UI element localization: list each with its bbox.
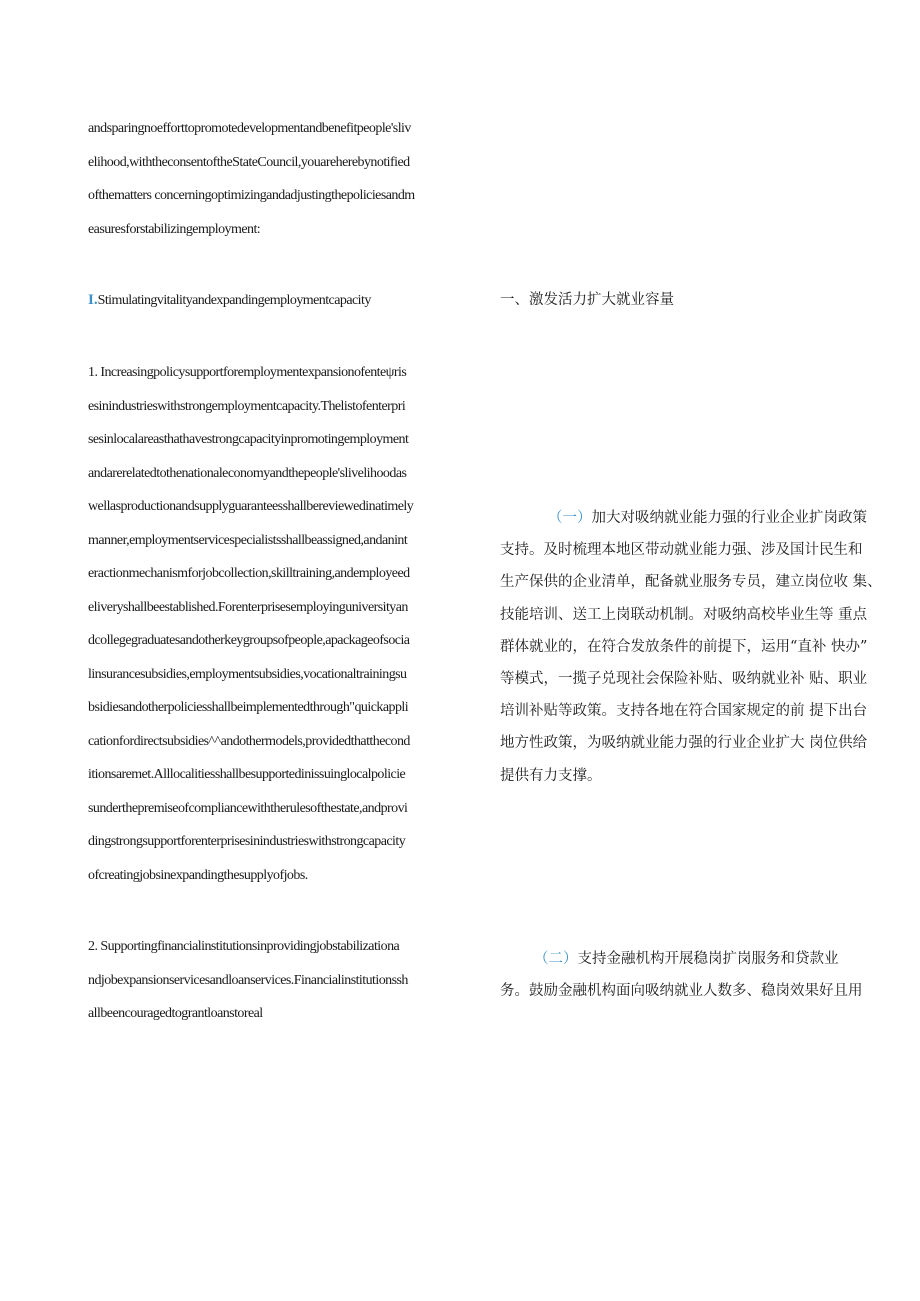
section-1-roman-numeral: I. xyxy=(88,292,98,308)
item-1-en-line: eliveryshallbeestablished.Forenterprisesemployinguniversityan xyxy=(88,599,408,615)
item-1-en-line: wellasproductionandsupplyguaranteesshallbereviewedinatimely xyxy=(88,499,414,514)
item-2-en-line: 2. Supportingfinancialinstitutionsinprovidingjobstabilizationa xyxy=(88,939,400,954)
intro-line: elihood,withtheconsentoftheStateCouncil,youareherebynotified xyxy=(88,154,410,170)
item-1-en-line: esinindustrieswithstrongemploymentcapacity.Thelistofenterpri xyxy=(88,398,406,414)
item-1-en-line: ofcreatingjobsinexpandingthesupplyofjobs. xyxy=(88,867,308,883)
intro-paragraph xyxy=(88,112,483,246)
item-1-zh-line: 支持。及时梳理本地区带动就业能力强、涉及国计民生和 xyxy=(500,542,863,559)
item-1-en-line: cationfordirectsubsidies^^andothermodels,providedthatthecond xyxy=(88,733,410,749)
item-1-en-line: andarerelatedtothenationaleconomyandthepeople'slivelihoodas xyxy=(88,465,407,481)
item-1-en-line: dcollegegraduatesandotherkeygroupsofpeople,apackageofsocia xyxy=(88,633,410,648)
item-1-zh-line: 技能培训、送工上岗联动机制。对吸纳高校毕业生等 重点 xyxy=(500,606,868,623)
item-2-en-line: allbeencouragedtograntloanstoreal xyxy=(88,1006,263,1021)
item-2-zh-number: （二） xyxy=(534,951,578,967)
item-1-en-line: bsidiesandotherpoliciesshallbeimplementedthrough"quickappli xyxy=(88,700,409,715)
item-2-zh-line: 务。鼓励金融机构面向吸纳就业人数多、稳岗效果好且用 xyxy=(500,983,863,1000)
item-1-zh-line: 培训补贴等政策。支持各地在符合国家规定的前 提下出台 xyxy=(500,703,868,720)
item-1-zh-first-line xyxy=(500,502,895,534)
item-1-en-line: linsurancesubsidies,employmentsubsidies,vocationaltrainingsu xyxy=(88,666,407,682)
item-1-en-line: eractionmechanismforjobcollection,skilltraining,andemployeed xyxy=(88,566,410,581)
item-1-zh-line: 群体就业的，在符合发放条件的前提下，运用“直补 快办” xyxy=(500,638,868,655)
item-1-en-line: dingstrongsupportforenterprisesinindustrieswithstrongcapacity xyxy=(88,834,406,849)
section-1-title-en: Stimulatingvitalityandexpandingemploymentcapacity xyxy=(97,293,371,308)
item-2-zh-first-line xyxy=(500,943,895,975)
item-1-zh-line: 提供有力支撑。 xyxy=(500,767,602,784)
item-2-paragraph-zh xyxy=(500,943,895,1007)
item-1-en-line: sesinlocalareasthathavestrongcapacityinpromotingemployment xyxy=(88,432,409,447)
item-1-en-line: sunderthepremiseofcompliancewiththerulesofthestate,andprovi xyxy=(88,800,408,816)
item-1-en-line: itionsaremet.Alllocalitiesshallbesupportedinissuinglocalpolicie xyxy=(88,767,406,782)
intro-line: ofthematters concerningoptimizingandadjustingthepoliciesandm xyxy=(88,188,415,203)
intro-line: easuresforstabilizingemployment: xyxy=(88,221,261,237)
item-1-zh-first-text: 加大对吸纳就业能力强的行业企业扩岗政策 xyxy=(591,510,867,526)
item-2-zh-first-text: 支持金融机构开展稳岗扩岗服务和贷款业 xyxy=(577,951,839,967)
section-1-heading-zh: 一、激发活力扩大就业容量 xyxy=(500,292,674,308)
item-1-paragraph-zh xyxy=(500,502,895,792)
item-2-paragraph-en xyxy=(88,930,483,1031)
item-1-paragraph-en xyxy=(88,356,483,892)
item-2-en-line: ndjobexpansionservicesandloanservices.Financialinstitutionssh xyxy=(88,972,408,988)
item-1-zh-number: （一） xyxy=(548,510,592,526)
item-1-zh-line: 地方性政策，为吸纳就业能力强的行业企业扩大 岗位供给 xyxy=(500,735,868,752)
item-1-en-line: 1. Increasingpolicysupportforemploymentexpansionofenteψris xyxy=(88,365,407,380)
section-1-heading-en xyxy=(88,286,371,315)
intro-line: andsparingnoefforttopromotedevelopmentandbenefitpeople'sliv xyxy=(88,121,411,136)
item-1-zh-line: 生产保供的企业清单，配备就业服务专员，建立岗位收 集、 xyxy=(500,574,882,591)
item-1-zh-line: 等模式，一揽子兑现社会保险补贴、吸纳就业补 贴、职业 xyxy=(500,670,868,687)
item-1-en-line: manner,employmentservicespecialistsshallbeassigned,andanint xyxy=(88,532,408,548)
